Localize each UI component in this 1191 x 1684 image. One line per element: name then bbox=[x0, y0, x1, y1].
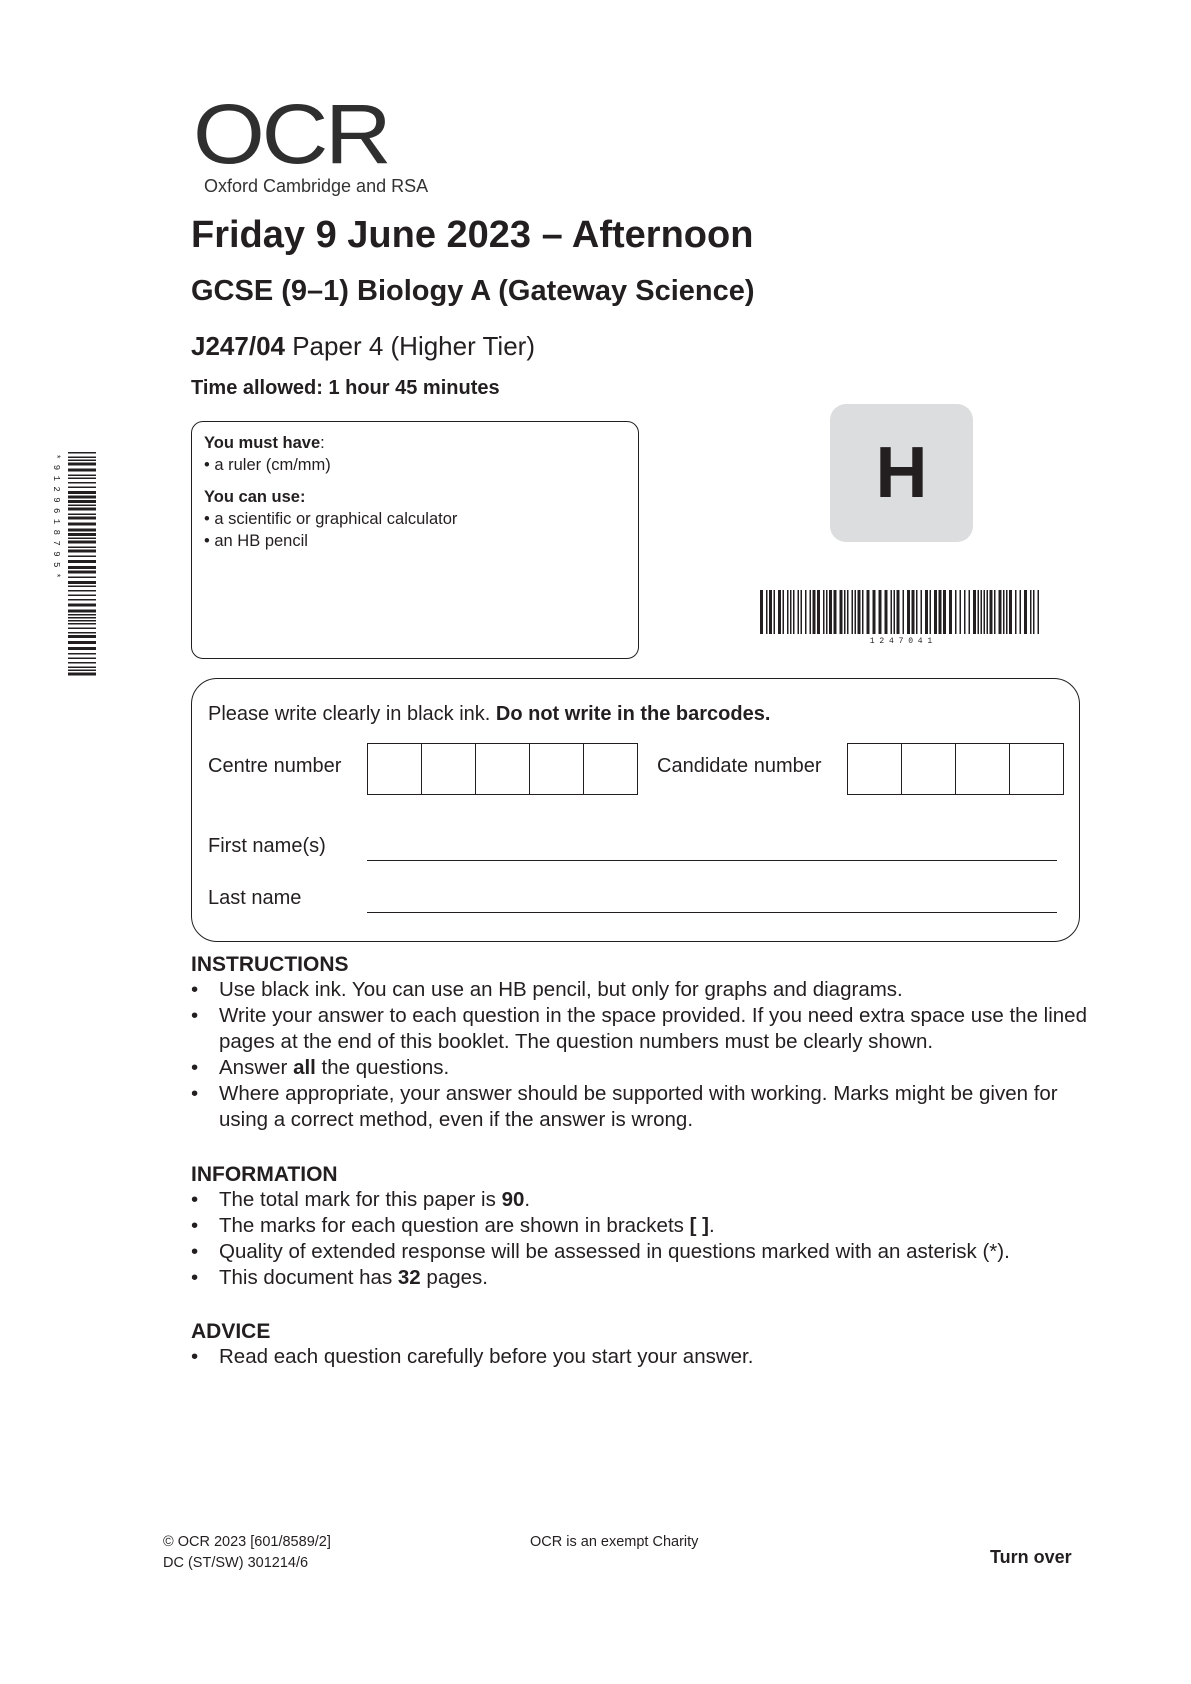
barcode-bar bbox=[981, 590, 983, 634]
barcode-bar bbox=[823, 590, 825, 634]
barcode-bar bbox=[817, 590, 820, 634]
paper-name: Paper 4 (Higher Tier) bbox=[292, 331, 535, 361]
side-barcode-bar bbox=[68, 670, 96, 672]
side-barcode-bar bbox=[68, 653, 96, 655]
side-barcode-bar bbox=[68, 628, 96, 630]
must-have-item: • a ruler (cm/mm) bbox=[204, 456, 331, 474]
centre-number-digit-box[interactable] bbox=[422, 744, 476, 794]
side-barcode-bar bbox=[68, 614, 96, 616]
side-barcode-bar bbox=[68, 547, 96, 549]
instructions-heading: INSTRUCTIONS bbox=[191, 953, 349, 976]
barcode bbox=[758, 590, 1044, 645]
side-barcode-bar bbox=[68, 556, 96, 558]
centre-number-digit-box[interactable] bbox=[368, 744, 422, 794]
side-barcode-bar bbox=[68, 508, 96, 511]
barcode-bar bbox=[840, 590, 843, 634]
paper-line bbox=[191, 331, 535, 362]
side-barcode-digits: * 9 1 2 9 6 1 8 7 9 5 * bbox=[51, 454, 61, 579]
side-barcode-bar bbox=[68, 595, 96, 597]
barcode-bar bbox=[939, 590, 942, 634]
write-instruction: Please write clearly in black ink. Do not write in the barcodes. bbox=[208, 703, 771, 725]
side-barcode-bar bbox=[68, 457, 96, 459]
ocr-logo-subtitle: Oxford Cambridge and RSA bbox=[204, 176, 429, 196]
barcode-bar bbox=[903, 590, 905, 634]
instruction-item: • Where appropriate, your answer should be supported with working. Marks might be given for using a correct method, even if the answer is wrong. bbox=[191, 1081, 1091, 1133]
barcode-bar bbox=[912, 590, 915, 634]
side-barcode-bar bbox=[68, 475, 96, 477]
barcode-bar bbox=[973, 590, 976, 634]
footer-left bbox=[163, 1532, 331, 1574]
candidate-number-boxes[interactable] bbox=[847, 743, 1064, 795]
barcode-bar bbox=[778, 590, 781, 634]
barcode-bar bbox=[790, 590, 792, 634]
side-barcode-bar bbox=[68, 632, 96, 634]
candidate-number-digit-box[interactable] bbox=[956, 744, 1010, 794]
paper-code: J247/04 bbox=[191, 331, 285, 361]
side-barcode-bar bbox=[68, 452, 96, 454]
side-barcode-bar bbox=[68, 514, 96, 516]
barcode-bar bbox=[960, 590, 962, 634]
side-barcode-bar bbox=[68, 604, 96, 607]
barcode-bar bbox=[969, 590, 971, 634]
side-barcode-bar bbox=[68, 641, 96, 644]
barcode-bar bbox=[769, 590, 772, 634]
centre-number-label: Centre number bbox=[208, 755, 342, 777]
barcode-bar bbox=[1024, 590, 1027, 634]
side-barcode-bar bbox=[68, 517, 96, 520]
side-barcode-bar bbox=[68, 469, 96, 472]
side-barcode-bar bbox=[68, 571, 96, 574]
side-barcode-bar bbox=[68, 566, 96, 569]
instruction-item: • Answer all the questions. bbox=[191, 1055, 1091, 1081]
information-item: • The marks for each question are shown in brackets [ ]. bbox=[191, 1213, 1091, 1239]
barcode-bar bbox=[862, 590, 864, 634]
barcode-bar bbox=[829, 590, 832, 634]
barcode-digits: 1 2 4 7 0 4 1 bbox=[869, 637, 933, 645]
barcode-bar bbox=[813, 590, 816, 634]
side-barcode-bar bbox=[68, 658, 96, 660]
barcode-bar bbox=[826, 590, 828, 634]
side-barcode-bar bbox=[68, 617, 96, 619]
barcode-bar bbox=[907, 590, 910, 634]
barcode-bar bbox=[760, 590, 763, 634]
barcode-bar bbox=[783, 590, 785, 634]
barcode-bar bbox=[1038, 590, 1040, 634]
barcode-bar bbox=[999, 590, 1002, 634]
barcode-bar bbox=[987, 590, 989, 634]
barcode-bar bbox=[1033, 590, 1035, 634]
side-barcode-bar bbox=[68, 581, 96, 584]
side-barcode-bar bbox=[68, 529, 96, 532]
centre-number-boxes[interactable] bbox=[367, 743, 638, 795]
barcode-bar bbox=[891, 590, 893, 634]
side-barcode-bar bbox=[68, 487, 96, 489]
candidate-number-digit-box[interactable] bbox=[848, 744, 902, 794]
barcode-bar bbox=[1020, 590, 1022, 634]
turn-over: Turn over bbox=[990, 1547, 1072, 1567]
barcode-bar bbox=[885, 590, 888, 634]
qualification-title: GCSE (9–1) Biology A (Gateway Science) bbox=[191, 275, 755, 307]
copyright: © OCR 2023 [601/8589/2] bbox=[163, 1534, 331, 1550]
side-barcode-bar bbox=[68, 463, 96, 466]
barcode-bar bbox=[798, 590, 800, 634]
advice-heading: ADVICE bbox=[191, 1320, 271, 1343]
barcode-bar bbox=[949, 590, 952, 634]
side-barcode-bar bbox=[68, 533, 96, 536]
information-section bbox=[191, 1163, 1091, 1291]
information-item: • Quality of extended response will be assessed in questions marked with an asterisk (*). bbox=[191, 1239, 1091, 1265]
barcode-bar bbox=[984, 590, 986, 634]
charity-note: OCR is an exempt Charity bbox=[530, 1534, 699, 1550]
instruction-item: • Write your answer to each question in the space provided. If you need extra space use the lined pages at the end of this booklet. The question numbers must be clearly shown. bbox=[191, 1003, 1091, 1055]
barcode-bar bbox=[897, 590, 900, 634]
can-use-heading: You can use: bbox=[204, 488, 306, 506]
side-barcode-bar bbox=[68, 478, 96, 480]
centre-number-digit-box[interactable] bbox=[584, 744, 637, 794]
barcode-bar bbox=[894, 590, 896, 634]
side-barcode-bar bbox=[68, 673, 96, 676]
last-name-line[interactable] bbox=[367, 912, 1057, 913]
side-barcode-bar bbox=[68, 550, 96, 553]
side-barcode-bar bbox=[68, 538, 96, 540]
barcode-bar bbox=[873, 590, 876, 634]
barcode-bar bbox=[805, 590, 807, 634]
barcode-bar bbox=[787, 590, 789, 634]
barcode-bar bbox=[847, 590, 849, 634]
side-barcode-bar bbox=[68, 620, 96, 622]
side-barcode-bar bbox=[68, 496, 96, 499]
can-use-item: • an HB pencil bbox=[204, 532, 308, 550]
tier-badge: H bbox=[830, 404, 973, 542]
first-name-label: First name(s) bbox=[208, 835, 326, 857]
barcode-bar bbox=[955, 590, 957, 634]
barcode-bar bbox=[774, 590, 776, 634]
candidate-details-box bbox=[191, 678, 1080, 942]
barcode-bar bbox=[867, 590, 870, 634]
barcode-bar bbox=[844, 590, 846, 634]
can-use-item: • a scientific or graphical calculator bbox=[204, 510, 458, 528]
side-barcode-bar bbox=[68, 482, 96, 484]
side-barcode-bar bbox=[68, 662, 96, 664]
side-barcode-bar bbox=[68, 635, 96, 638]
side-barcode-bar bbox=[68, 541, 96, 544]
side-barcode-bar bbox=[68, 491, 96, 494]
side-barcode-bar bbox=[68, 590, 96, 592]
barcode-bar bbox=[1006, 590, 1008, 634]
barcode-bar bbox=[916, 590, 918, 634]
barcode-bar bbox=[994, 590, 996, 634]
advice-item: • Read each question carefully before you start your answer. bbox=[191, 1344, 1091, 1370]
must-have-heading: You must have: bbox=[204, 434, 325, 452]
instructions-section bbox=[191, 953, 1091, 1133]
side-barcode-bar bbox=[68, 586, 96, 588]
side-barcode-bar bbox=[68, 610, 96, 613]
side-barcode-bar bbox=[68, 667, 96, 669]
first-name-line[interactable] bbox=[367, 860, 1057, 861]
barcode-bar bbox=[834, 590, 837, 634]
barcode-bar bbox=[925, 590, 928, 634]
side-barcode-bar bbox=[68, 500, 96, 503]
last-name-label: Last name bbox=[208, 887, 302, 909]
side-barcode-bar bbox=[68, 460, 96, 462]
barcode-bar bbox=[978, 590, 980, 634]
side-barcode bbox=[48, 450, 98, 680]
barcode-bar bbox=[964, 590, 966, 634]
information-item: • The total mark for this paper is 90. bbox=[191, 1187, 1091, 1213]
candidate-number-digit-box[interactable] bbox=[1010, 744, 1063, 794]
equipment-box bbox=[191, 421, 639, 659]
barcode-bar bbox=[921, 590, 923, 634]
barcode-bar bbox=[1009, 590, 1012, 634]
barcode-bar bbox=[1030, 590, 1032, 634]
barcode-bar bbox=[858, 590, 861, 634]
side-barcode-bar bbox=[68, 560, 96, 563]
barcode-bar bbox=[855, 590, 857, 634]
side-barcode-bar bbox=[68, 599, 96, 601]
candidate-number-digit-box[interactable] bbox=[902, 744, 956, 794]
centre-number-digit-box[interactable] bbox=[476, 744, 530, 794]
centre-number-digit-box[interactable] bbox=[530, 744, 584, 794]
side-barcode-bar bbox=[68, 523, 96, 526]
barcode-bar bbox=[934, 590, 937, 634]
barcode-bar bbox=[943, 590, 946, 634]
barcode-bar bbox=[990, 590, 993, 634]
barcode-bar bbox=[1015, 590, 1017, 634]
instruction-item: • Use black ink. You can use an HB pencil, but only for graphs and diagrams. bbox=[191, 977, 1091, 1003]
side-barcode-bar bbox=[68, 623, 96, 625]
side-barcode-bar bbox=[68, 647, 96, 650]
barcode-bar bbox=[810, 590, 812, 634]
candidate-number-label: Candidate number bbox=[657, 755, 822, 777]
barcode-bar bbox=[766, 590, 768, 634]
barcode-bar bbox=[801, 590, 803, 634]
side-barcode-bar bbox=[68, 577, 96, 579]
barcode-bar bbox=[852, 590, 854, 634]
barcode-bar bbox=[1003, 590, 1005, 634]
barcode-bar bbox=[793, 590, 795, 634]
side-barcode-bar bbox=[68, 505, 96, 507]
barcode-bar bbox=[879, 590, 882, 634]
barcode-bar bbox=[930, 590, 932, 634]
ocr-logo: OCR bbox=[193, 87, 389, 181]
exam-date: Friday 9 June 2023 – Afternoon bbox=[191, 214, 754, 256]
information-item: • This document has 32 pages. bbox=[191, 1265, 1091, 1291]
time-allowed: Time allowed: 1 hour 45 minutes bbox=[191, 377, 500, 399]
information-heading: INFORMATION bbox=[191, 1163, 338, 1186]
document-ref: DC (ST/SW) 301214/6 bbox=[163, 1555, 309, 1571]
advice-section bbox=[191, 1320, 1091, 1370]
